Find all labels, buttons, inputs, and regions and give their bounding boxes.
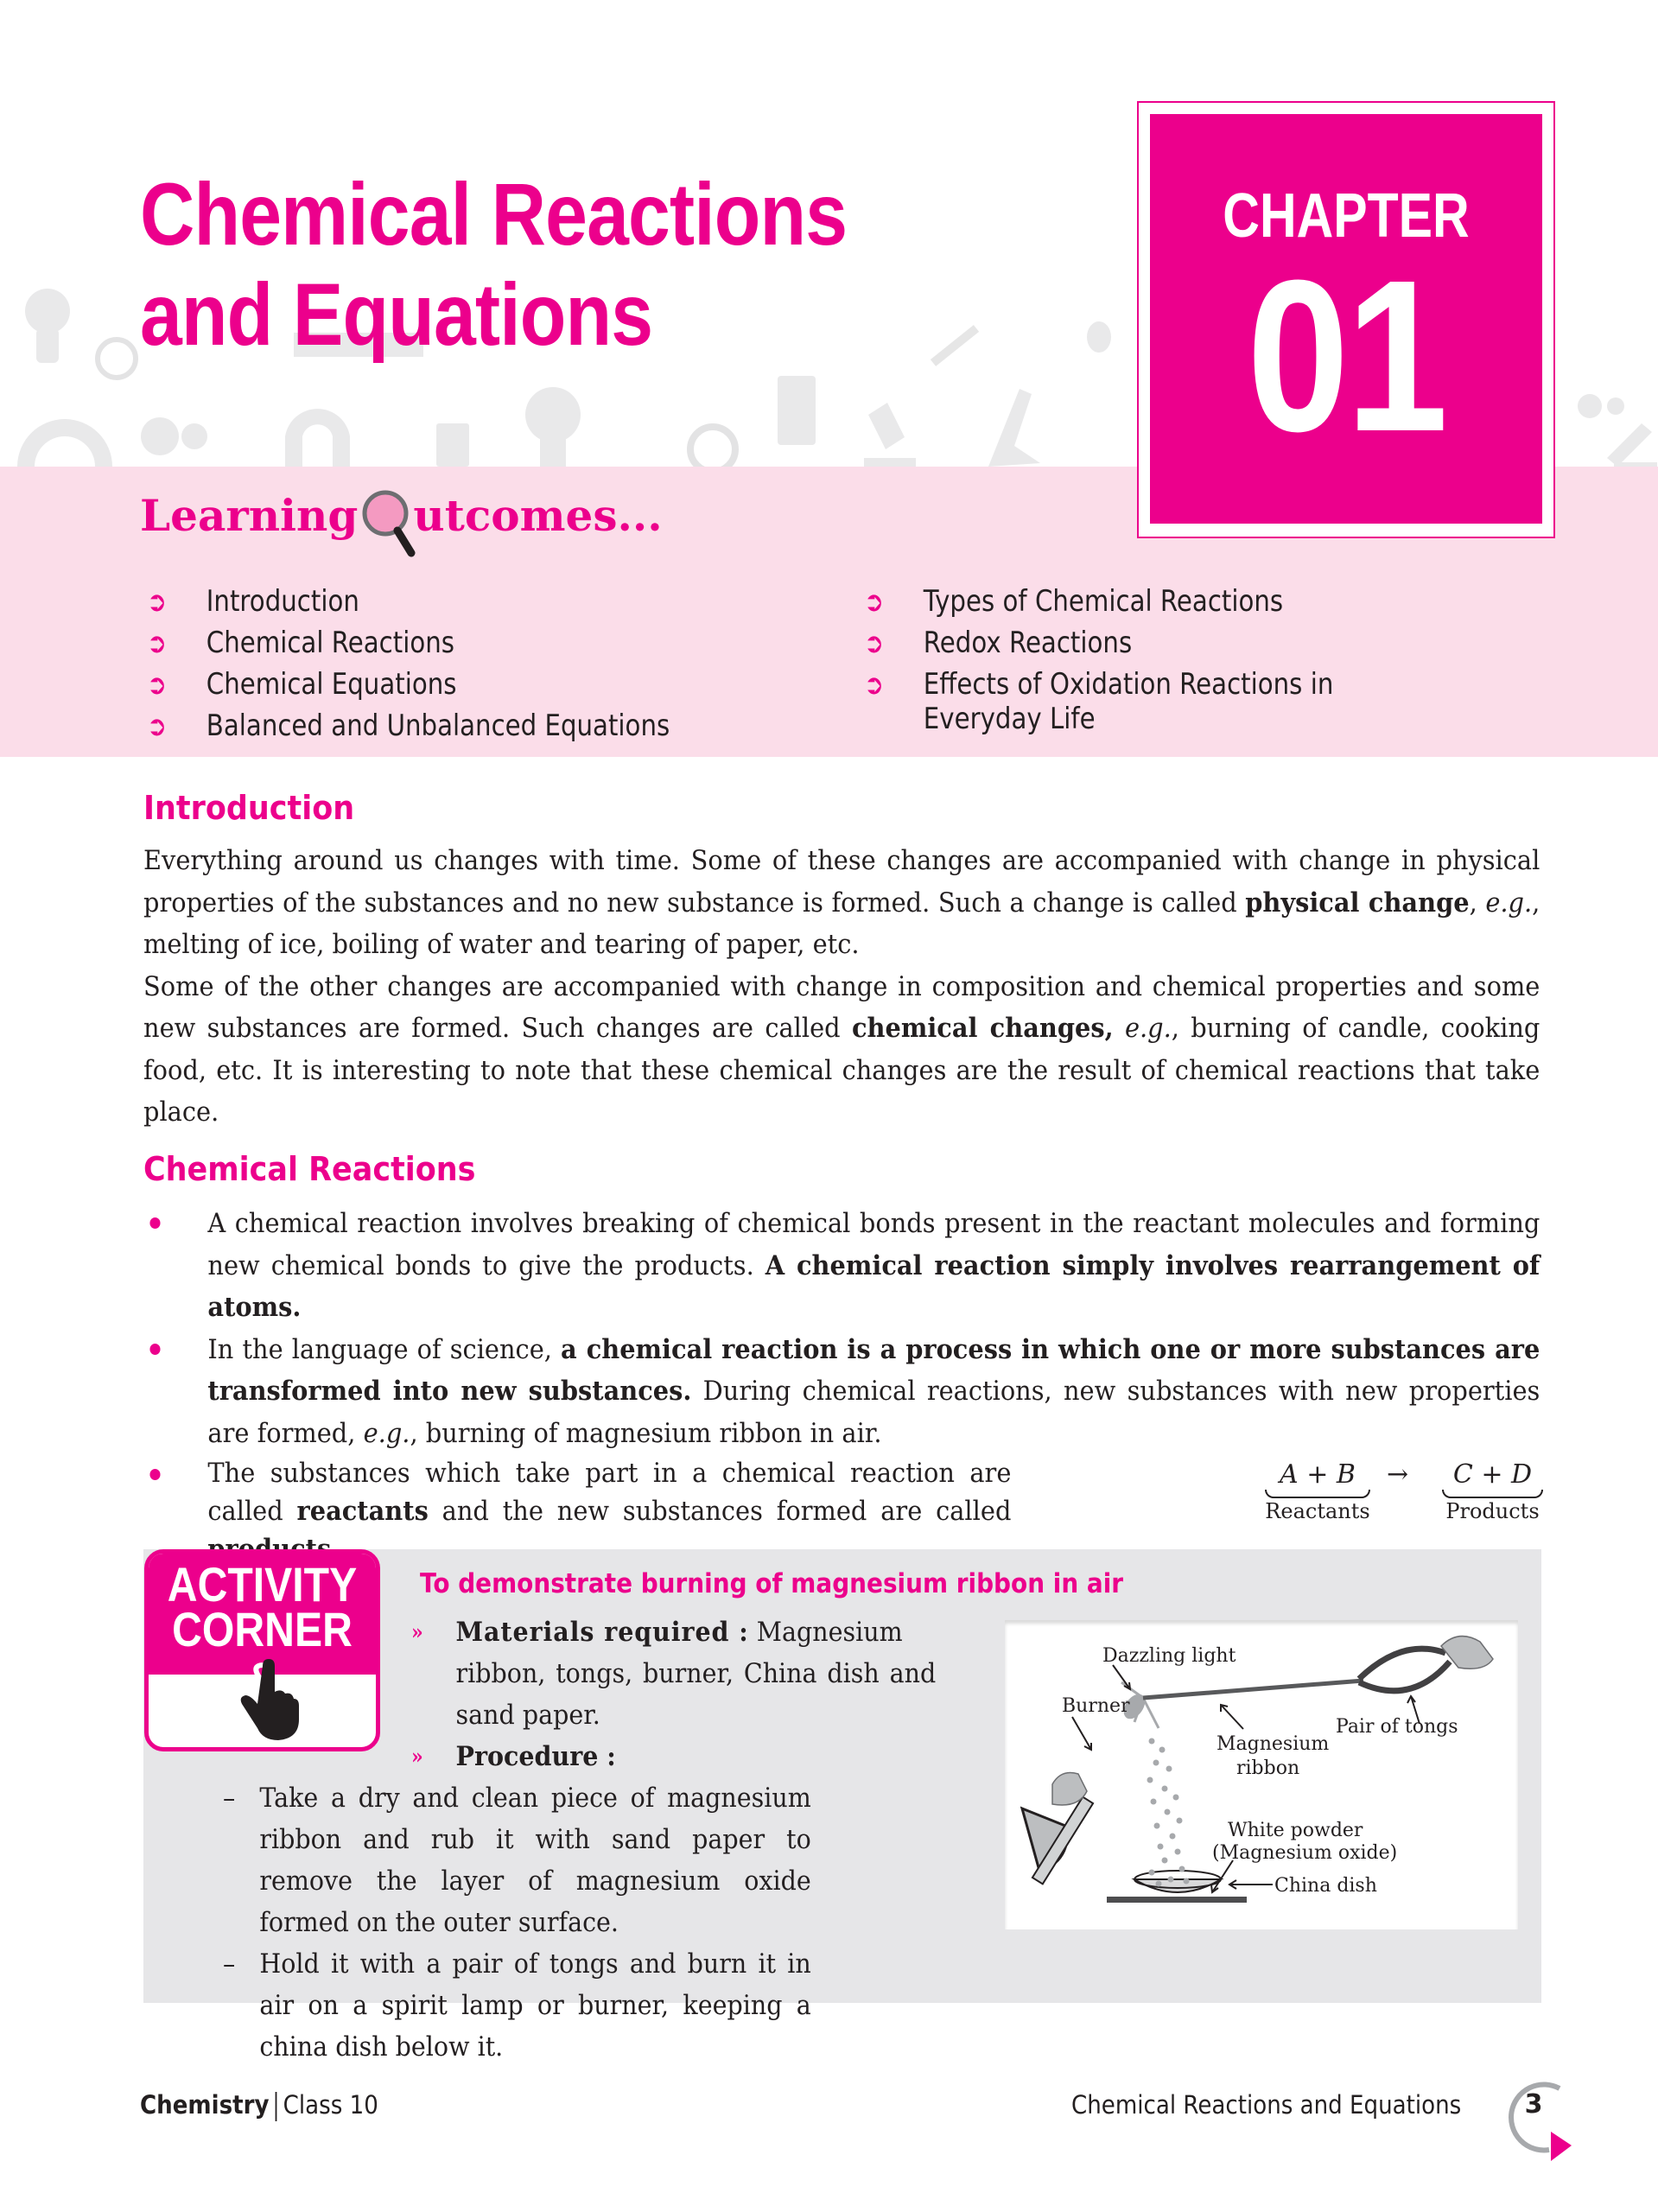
chapter-title-line2: and Equations [140, 265, 653, 364]
bullet-item: A chemical reaction involves breaking of chemical bonds present in the reactant molecules and forming new chemical bonds to give the products. A chemical reaction simply involves rearrangement of atoms. [143, 1203, 1540, 1329]
footer-chapter-title: Chemical Reactions and Equations [1071, 2090, 1462, 2120]
magnifier-icon [361, 489, 415, 543]
outcome-item: ➲ Balanced and Unbalanced Equations [147, 705, 741, 747]
bullet-dot-icon [143, 1329, 207, 1455]
reactants-group: A + B Reactants [1265, 1459, 1370, 1523]
learning-outcomes-title-start: Learning [140, 490, 359, 541]
outcome-item: ➲ Effects of Oxidation Reactions in Everyday Life [864, 664, 1384, 736]
outcome-item: ➲ Types of Chemical Reactions [864, 581, 1384, 622]
chapter-title [140, 164, 957, 365]
magnesium-burning-figure [1005, 1620, 1518, 1929]
activity-corner-badge: ACTIVITY CORNER [144, 1549, 380, 1751]
label-magnesium: Magnesium [1217, 1733, 1330, 1755]
introduction-paragraph-1: Everything around us changes with time. Some of these changes are accompanied with change in physical properties of the substances and no new substance is formed. Such a change is called physical change, e.g., melting of ice, boiling of water and tearing of paper, etc. [143, 845, 1540, 960]
bullet-item: The substances which take part in a chemical reaction are called reactants and the new substances formed are called [143, 1454, 1540, 1568]
learning-outcomes-title-end: utcomes... [413, 490, 663, 541]
chemical-reactions-heading: Chemical Reactions [143, 1150, 476, 1188]
circled-arrow-icon: ➲ [147, 585, 168, 618]
page-number-badge [1499, 2068, 1577, 2163]
label-china-dish: China dish [1274, 1875, 1377, 1897]
introduction-paragraph-2: Some of the other changes are accompanied with change in composition and chemical properties and some new substances are formed. Such changes are called chemical changes, e.g., burning of candle, cooking food, etc. It is interesting to note that these chemical changes are the result of chemical reactions that take place. [143, 970, 1540, 1128]
activity-corner [143, 1549, 1541, 2063]
introduction-heading: Introduction [143, 789, 355, 827]
circled-arrow-icon: ➲ [147, 626, 168, 659]
underbrace [1265, 1490, 1370, 1498]
page-number: 3 [1524, 2089, 1543, 2120]
circled-arrow-icon: ➲ [147, 709, 168, 742]
outcome-item: ➲ Chemical Equations [147, 664, 741, 705]
label-ribbon: ribbon [1236, 1758, 1300, 1779]
bullet-item: In the language of science, a chemical reaction is a process in which one or more substances are transformed into new substances. During chemical reactions, new substances with new properties are formed, e.g., burning of magnesium ribbon in air. [143, 1329, 1540, 1455]
label-pair-of-tongs: Pair of tongs [1336, 1716, 1458, 1738]
chapter-number-box [1137, 101, 1555, 538]
activity-title: To demonstrate burning of magnesium ribbon in air [420, 1568, 1124, 1599]
label-white-powder: White powder [1228, 1820, 1363, 1841]
outcome-item: ➲ Redox Reactions [864, 622, 1384, 664]
procedure-heading: » Procedure : [411, 1736, 616, 1777]
materials-required: » Materials required : Magnesium ribbon, tongs, burner, China dish and sand paper. [411, 1611, 936, 1736]
procedure-step: – Take a dry and clean piece of magnesium ribbon and rub it with sand paper to remove the layer of magnesium oxide formed on the outer surface. [223, 1783, 811, 1938]
footer-separator [276, 2092, 277, 2121]
label-burner: Burner [1062, 1695, 1130, 1717]
bullet-dot-icon [143, 1203, 207, 1329]
experiment-illustration [1005, 1620, 1518, 1929]
label-dazzling-light: Dazzling light [1102, 1645, 1236, 1667]
products-group: C + D Products [1439, 1460, 1547, 1524]
circled-arrow-icon: ➲ [864, 668, 885, 701]
chapter-number: 01 [1247, 235, 1445, 476]
chapter-label: CHAPTER [1223, 181, 1470, 251]
double-chevron-icon: » [411, 1744, 423, 1769]
reaction-equation [1261, 1460, 1547, 1529]
procedure-steps [223, 1777, 811, 2068]
reaction-arrow-icon: → [1387, 1459, 1409, 1490]
learning-outcomes-right-list [864, 581, 1384, 736]
introduction-text [143, 840, 1540, 1134]
circled-arrow-icon: ➲ [864, 626, 885, 659]
circled-arrow-icon: ➲ [147, 668, 168, 701]
outcome-item: ➲ Chemical Reactions [147, 622, 741, 664]
learning-outcomes-left-list [147, 581, 741, 747]
chapter-number-box-fill [1150, 114, 1542, 524]
chapter-title-line1: Chemical Reactions [140, 165, 848, 264]
outcome-item: ➲ Introduction [147, 581, 741, 622]
procedure-step: – Hold it with a pair of tongs and burn it in air on a spirit lamp or burner, keeping a china dish below it. [223, 1948, 811, 2063]
pointing-hand-icon [239, 1656, 300, 1742]
circled-arrow-icon: ➲ [864, 585, 885, 618]
label-magnesium-oxide: (Magnesium oxide) [1212, 1842, 1398, 1864]
footer-subject: Chemistry Class 10 [140, 2090, 378, 2120]
double-chevron-icon: » [411, 1619, 423, 1644]
underbrace [1442, 1490, 1543, 1498]
learning-outcomes-title [140, 489, 663, 543]
